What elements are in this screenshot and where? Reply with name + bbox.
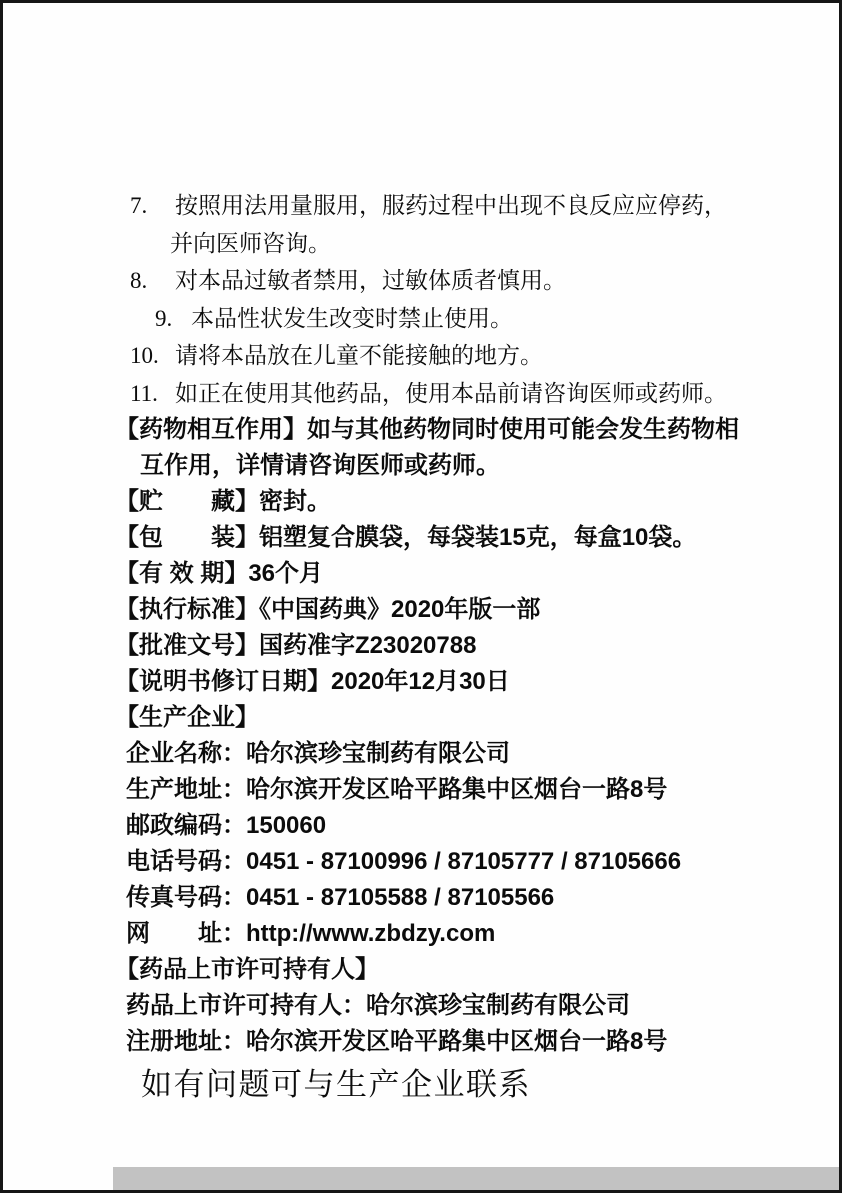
section-manufacturer-header: 【生产企业】	[115, 704, 259, 731]
precaution-item-9-text: 本品性状发生改变时禁止使用。	[191, 305, 513, 331]
manufacturer-fax: 传真号码：0451 - 87105588 / 87105566	[126, 884, 555, 911]
precaution-item-9-number: 9.	[155, 305, 173, 331]
license-holder-registered-address: 注册地址：哈尔滨开发区哈平路集中区烟台一路8号	[126, 1028, 668, 1055]
manufacturer-phone: 电话号码：0451 - 87100996 / 87105777 / 87105666	[126, 848, 682, 875]
precaution-item-8	[115, 262, 755, 300]
section-drug-interactions-line-1: 【药物相互作用】如与其他药物同时使用可能会发生药物相	[115, 416, 739, 443]
manufacturer-company-name: 企业名称：哈尔滨珍宝制药有限公司	[126, 740, 510, 767]
precaution-item-11-number: 11.	[130, 380, 158, 406]
bottom-scan-bar	[113, 1167, 839, 1190]
precaution-item-11	[115, 375, 755, 413]
section-standard: 【执行标准】《中国药典》2020年版一部	[115, 596, 541, 623]
precaution-item-10-number: 10.	[130, 343, 159, 368]
manufacturer-postal-code: 邮政编码：150060	[126, 812, 327, 839]
precaution-item-11-text: 如正在使用其他药品，使用本品前请咨询医师或药师。	[175, 380, 727, 406]
precaution-item-7-text: 按照用法用量服用，服药过程中出现不良反应应停药，	[175, 193, 727, 218]
section-storage: 【贮 藏】密封。	[115, 488, 331, 515]
section-packaging: 【包 装】铝塑复合膜袋，每袋装15克，每盒10袋。	[115, 524, 697, 551]
precaution-item-10-text: 请将本品放在儿童不能接触的地方。	[175, 343, 543, 368]
manufacturer-website: 网 址：http://www.zbdzy.com	[126, 920, 496, 947]
section-approval-number: 【批准文号】国药准字Z23020788	[115, 632, 477, 659]
precaution-item-8-number: 8.	[130, 268, 148, 293]
leaflet-content	[115, 187, 755, 1106]
section-license-holder-header: 【药品上市许可持有人】	[115, 956, 379, 983]
manufacturer-address: 生产地址：哈尔滨开发区哈平路集中区烟台一路8号	[126, 776, 668, 803]
section-drug-interactions-line-2: 互作用，详情请咨询医师或药师。	[140, 452, 500, 479]
precaution-item-10	[115, 337, 755, 375]
precaution-item-7-number: 7.	[130, 193, 148, 218]
precaution-item-8-text: 对本品过敏者禁用，过敏体质者慎用。	[175, 268, 566, 293]
section-validity-period: 【有 效 期】36个月	[115, 560, 324, 587]
precaution-item-7-continuation: 并向医师咨询。	[170, 230, 331, 256]
precaution-item-9	[115, 300, 755, 338]
section-revision-date: 【说明书修订日期】2020年12月30日	[115, 668, 510, 695]
license-holder-name: 药品上市许可持有人：哈尔滨珍宝制药有限公司	[126, 992, 630, 1019]
precaution-item-7	[115, 187, 755, 225]
contact-note: 如有问题可与生产企业联系	[141, 1067, 531, 1102]
